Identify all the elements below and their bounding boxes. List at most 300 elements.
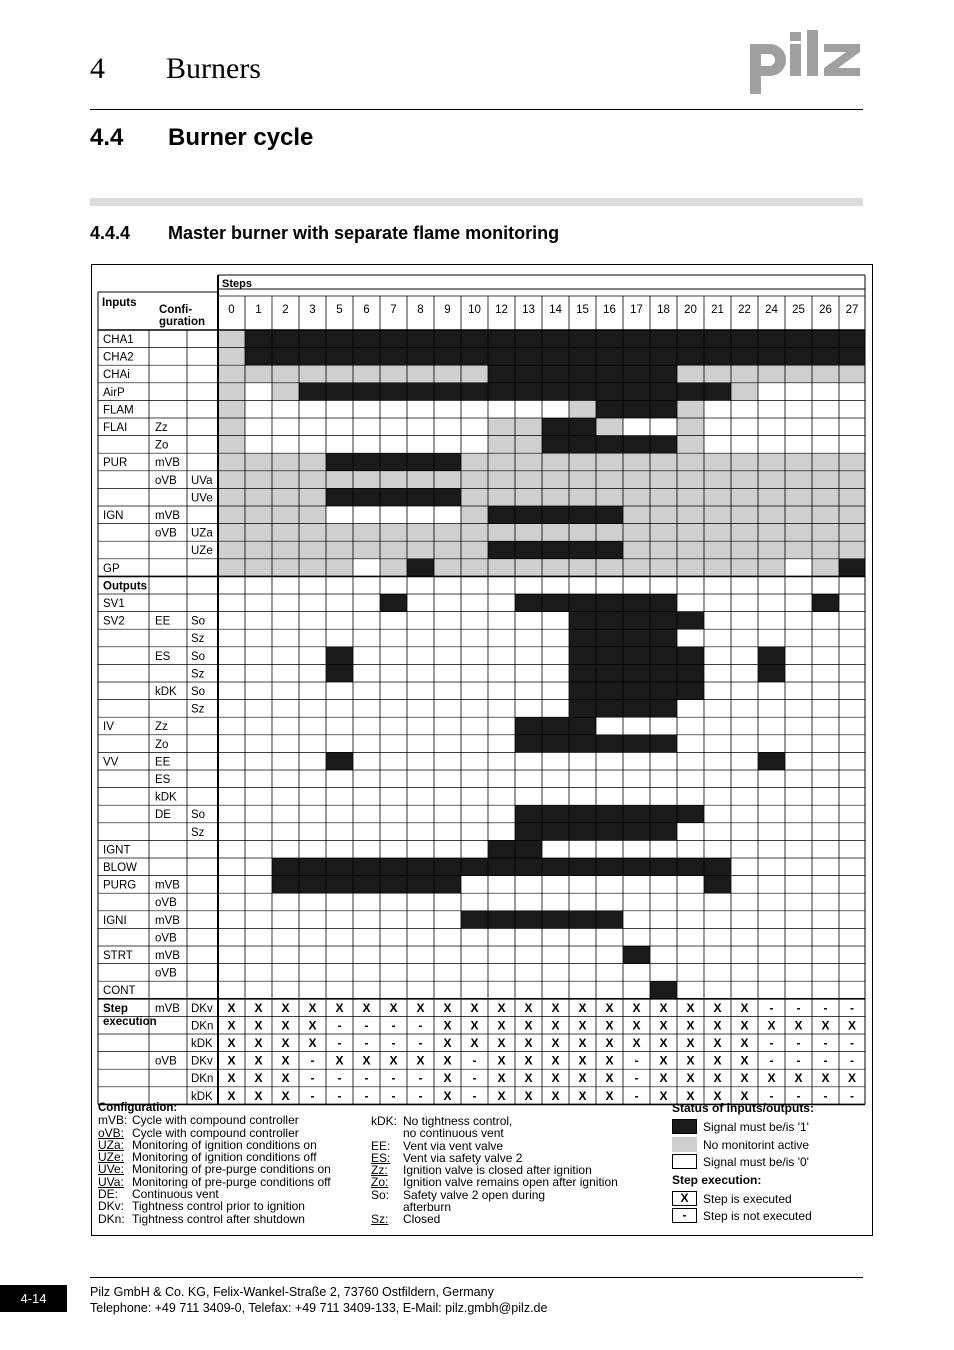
- state-cell: [569, 488, 596, 506]
- state-cell: [569, 981, 596, 999]
- state-cell: [299, 453, 326, 471]
- state-cell: [785, 594, 812, 612]
- state-cell: [785, 524, 812, 542]
- state-cell: [650, 823, 677, 841]
- exec-mark: X: [308, 1000, 317, 1015]
- state-cell: [461, 752, 488, 770]
- row-config-label: oVB: [155, 527, 177, 540]
- state-cell: [434, 664, 461, 682]
- state-cell: [650, 840, 677, 858]
- state-cell: [407, 788, 434, 806]
- state-cell: [758, 506, 785, 524]
- state-cell: [677, 858, 704, 876]
- exec-mark: -: [796, 1000, 801, 1015]
- state-cell: [434, 717, 461, 735]
- state-cell: [299, 488, 326, 506]
- state-cell: [758, 594, 785, 612]
- state-cell: [218, 840, 245, 858]
- row-subconfig-label: UZe: [191, 545, 213, 558]
- exec-mark: X: [605, 1036, 614, 1050]
- row-subconfig-label: kDK: [191, 1090, 213, 1103]
- exec-mark: X: [605, 1053, 614, 1068]
- state-cell: [407, 330, 434, 348]
- footer-rule: [90, 1277, 863, 1278]
- state-cell: [785, 682, 812, 700]
- state-cell: [758, 858, 785, 876]
- state-cell: [488, 717, 515, 735]
- state-cell: [758, 383, 785, 401]
- state-cell: [569, 735, 596, 753]
- state-cell: [272, 506, 299, 524]
- state-cell: [542, 735, 569, 753]
- state-cell: [785, 823, 812, 841]
- exec-mark: X: [497, 1036, 506, 1050]
- row-config-label: ES: [155, 774, 171, 786]
- state-cell: [542, 717, 569, 735]
- state-cell: [785, 717, 812, 735]
- state-cell: [812, 330, 839, 348]
- state-cell: [272, 330, 299, 348]
- state-cell: [326, 805, 353, 823]
- state-cell: [326, 400, 353, 418]
- state-cell: [569, 717, 596, 735]
- state-cell: [380, 946, 407, 964]
- state-cell: [245, 383, 272, 401]
- state-cell: [785, 453, 812, 471]
- state-cell: [623, 330, 650, 348]
- state-cell: [731, 752, 758, 770]
- state-cell: [515, 946, 542, 964]
- state-cell: [758, 488, 785, 506]
- config-legend-row: [371, 1213, 618, 1225]
- exec-mark: X: [659, 1071, 668, 1086]
- state-cell: [542, 981, 569, 999]
- state-cell: [839, 506, 865, 524]
- state-cell: [434, 330, 461, 348]
- state-cell: [380, 594, 407, 612]
- state-cell: [596, 647, 623, 665]
- state-cell: [839, 647, 865, 665]
- state-cell: [596, 453, 623, 471]
- row-subconfig-label: DKv: [191, 1055, 213, 1068]
- exec-mark: -: [337, 1018, 342, 1033]
- state-cell: [407, 893, 434, 911]
- state-cell: [596, 911, 623, 929]
- exec-mark: X: [659, 1018, 668, 1033]
- state-cell: [650, 682, 677, 700]
- state-cell: [785, 348, 812, 366]
- state-cell: [245, 524, 272, 542]
- state-cell: [461, 436, 488, 454]
- config-legend-value: no continuous vent: [403, 1126, 504, 1141]
- state-cell: [569, 664, 596, 682]
- state-cell: [515, 541, 542, 559]
- state-cell: [542, 805, 569, 823]
- outputs-label: Outputs: [103, 580, 148, 593]
- exec-mark: X: [416, 1053, 425, 1068]
- state-cell: [650, 647, 677, 665]
- state-cell: [596, 488, 623, 506]
- state-cell: [704, 682, 731, 700]
- state-cell: [677, 559, 704, 577]
- state-cell: [515, 488, 542, 506]
- state-cell: [272, 964, 299, 982]
- exec-mark: X: [470, 1036, 479, 1050]
- state-cell: [704, 418, 731, 436]
- state-cell: [326, 629, 353, 647]
- state-cell: [785, 365, 812, 383]
- exec-mark: X: [254, 1036, 263, 1050]
- state-cell: [326, 664, 353, 682]
- state-cell: [785, 752, 812, 770]
- state-cell: [569, 400, 596, 418]
- state-cell: [812, 436, 839, 454]
- state-cell: [488, 964, 515, 982]
- step-number: 20: [684, 304, 697, 316]
- state-cell: [623, 541, 650, 559]
- state-cell: [677, 664, 704, 682]
- config-legend-left: [98, 1102, 331, 1225]
- step-number: 10: [468, 304, 481, 316]
- state-cell: [812, 770, 839, 788]
- state-cell: [353, 664, 380, 682]
- state-cell: [785, 383, 812, 401]
- step-number: 25: [792, 304, 805, 316]
- state-cell: [677, 647, 704, 665]
- exec-mark: X: [659, 1000, 668, 1015]
- swatch-x: X: [672, 1191, 697, 1206]
- state-cell: [515, 471, 542, 489]
- state-cell: [731, 946, 758, 964]
- state-cell: [245, 893, 272, 911]
- state-cell: [812, 858, 839, 876]
- state-cell: [623, 893, 650, 911]
- config-legend-value: Vent via safety valve 2: [403, 1150, 523, 1165]
- state-cell: [596, 348, 623, 366]
- state-cell: [785, 629, 812, 647]
- state-cell: [461, 805, 488, 823]
- state-cell: [515, 436, 542, 454]
- state-cell: [245, 471, 272, 489]
- exec-mark: X: [847, 1018, 857, 1033]
- state-cell: [218, 629, 245, 647]
- exec-mark: -: [823, 1053, 828, 1068]
- state-cell: [326, 612, 353, 630]
- state-cell: [569, 876, 596, 894]
- state-cell: [515, 964, 542, 982]
- state-cell: [623, 840, 650, 858]
- state-cell: [434, 594, 461, 612]
- state-cell: [488, 664, 515, 682]
- state-cell: [434, 823, 461, 841]
- state-cell: [272, 664, 299, 682]
- state-cell: [677, 893, 704, 911]
- row-config-label: DE: [155, 809, 171, 822]
- exec-mark: X: [281, 1000, 290, 1015]
- state-cell: [488, 541, 515, 559]
- config-legend-value: Cycle with compound controller: [132, 1113, 299, 1128]
- state-cell: [380, 752, 407, 770]
- state-cell: [650, 700, 677, 718]
- state-cell: [731, 840, 758, 858]
- state-cell: [488, 488, 515, 506]
- state-cell: [731, 647, 758, 665]
- state-cell: [434, 788, 461, 806]
- state-cell: [569, 383, 596, 401]
- state-cell: [704, 559, 731, 577]
- state-cell: [299, 383, 326, 401]
- state-cell: [731, 664, 758, 682]
- state-cell: [488, 911, 515, 929]
- config-legend-right: [371, 1115, 618, 1226]
- state-cell: [785, 506, 812, 524]
- exec-mark: X: [281, 1088, 290, 1103]
- state-cell: [218, 928, 245, 946]
- state-cell: [839, 752, 865, 770]
- state-cell: [272, 559, 299, 577]
- state-cell: [515, 400, 542, 418]
- exec-mark: -: [364, 1088, 369, 1103]
- state-cell: [785, 612, 812, 630]
- state-cell: [488, 682, 515, 700]
- exec-mark: X: [740, 1071, 749, 1086]
- exec-mark: X: [686, 1018, 695, 1033]
- exec-mark: -: [337, 1088, 342, 1103]
- state-cell: [569, 700, 596, 718]
- state-cell: [353, 453, 380, 471]
- state-cell: [380, 559, 407, 577]
- state-cell: [623, 770, 650, 788]
- state-cell: [731, 365, 758, 383]
- state-cell: [218, 647, 245, 665]
- state-cell: [731, 788, 758, 806]
- state-cell: [353, 541, 380, 559]
- row-config-label: oVB: [155, 897, 177, 910]
- state-cell: [407, 911, 434, 929]
- state-cell: [839, 717, 865, 735]
- state-cell: [380, 928, 407, 946]
- state-cell: [488, 858, 515, 876]
- state-cell: [245, 348, 272, 366]
- state-cell: [245, 436, 272, 454]
- state-cell: [569, 629, 596, 647]
- state-cell: [326, 647, 353, 665]
- state-cell: [407, 664, 434, 682]
- row-subconfig-label: UVe: [191, 492, 213, 505]
- state-cell: [677, 823, 704, 841]
- state-cell: [812, 946, 839, 964]
- state-cell: [596, 893, 623, 911]
- state-cell: [434, 911, 461, 929]
- state-cell: [272, 717, 299, 735]
- state-cell: [299, 893, 326, 911]
- state-cell: [353, 823, 380, 841]
- state-cell: [326, 453, 353, 471]
- state-cell: [299, 735, 326, 753]
- state-cell: [515, 629, 542, 647]
- state-cell: [326, 506, 353, 524]
- state-cell: [812, 524, 839, 542]
- state-cell: [245, 664, 272, 682]
- state-cell: [623, 700, 650, 718]
- state-cell: [704, 823, 731, 841]
- state-cell: [218, 524, 245, 542]
- state-cell: [515, 418, 542, 436]
- state-cell: [731, 383, 758, 401]
- state-cell: [407, 858, 434, 876]
- exec-mark: X: [605, 1088, 614, 1103]
- state-cell: [434, 471, 461, 489]
- state-cell: [542, 524, 569, 542]
- state-cell: [407, 436, 434, 454]
- state-cell: [704, 524, 731, 542]
- state-cell: [704, 770, 731, 788]
- state-cell: [272, 488, 299, 506]
- exec-mark: X: [443, 1018, 452, 1033]
- state-cell: [326, 735, 353, 753]
- row-config-label: mVB: [155, 510, 180, 522]
- state-cell: [731, 330, 758, 348]
- state-cell: [272, 876, 299, 894]
- state-cell: [380, 348, 407, 366]
- state-cell: [515, 981, 542, 999]
- state-cell: [758, 946, 785, 964]
- exec-mark: X: [389, 1053, 398, 1068]
- state-cell: [218, 717, 245, 735]
- exec-mark: X: [254, 1018, 263, 1033]
- steps-label: Steps: [222, 278, 252, 290]
- exec-mark: X: [578, 1053, 587, 1068]
- state-cell: [461, 559, 488, 577]
- state-cell: [569, 647, 596, 665]
- state-cell: [515, 383, 542, 401]
- state-cell: [569, 594, 596, 612]
- row-config-label: Zo: [155, 439, 169, 452]
- state-cell: [542, 876, 569, 894]
- state-cell: [785, 418, 812, 436]
- state-cell: [839, 524, 865, 542]
- state-cell: [677, 752, 704, 770]
- exec-mark: X: [551, 1071, 560, 1086]
- state-cell: [596, 700, 623, 718]
- state-cell: [758, 840, 785, 858]
- state-cell: [326, 541, 353, 559]
- state-cell: [245, 629, 272, 647]
- state-cell: [731, 348, 758, 366]
- exec-mark: X: [659, 1036, 668, 1050]
- state-cell: [218, 911, 245, 929]
- state-cell: [542, 365, 569, 383]
- state-cell: [245, 488, 272, 506]
- state-cell: [704, 488, 731, 506]
- state-cell: [380, 876, 407, 894]
- state-cell: [785, 488, 812, 506]
- state-cell: [839, 770, 865, 788]
- state-cell: [839, 911, 865, 929]
- state-cell: [758, 541, 785, 559]
- state-cell: [380, 717, 407, 735]
- state-cell: [812, 348, 839, 366]
- state-cell: [299, 365, 326, 383]
- exec-mark: X: [416, 1000, 425, 1015]
- state-cell: [839, 330, 865, 348]
- state-cell: [515, 928, 542, 946]
- state-cell: [623, 524, 650, 542]
- state-cell: [596, 524, 623, 542]
- state-cell: [677, 717, 704, 735]
- state-cell: [461, 682, 488, 700]
- state-cell: [218, 770, 245, 788]
- state-cell: [623, 911, 650, 929]
- state-cell: [299, 559, 326, 577]
- config-legend-key: So:: [371, 1187, 390, 1202]
- state-cell: [299, 594, 326, 612]
- state-cell: [677, 928, 704, 946]
- step-exec-label: Step: [103, 1002, 128, 1015]
- row-signal-label: CHA2: [103, 351, 134, 364]
- state-cell: [758, 788, 785, 806]
- state-cell: [272, 981, 299, 999]
- state-cell: [839, 893, 865, 911]
- state-cell: [272, 471, 299, 489]
- state-cell: [677, 506, 704, 524]
- exec-mark: X: [551, 1053, 560, 1068]
- state-cell: [299, 682, 326, 700]
- state-cell: [704, 400, 731, 418]
- config-legend-value: Closed: [403, 1212, 441, 1227]
- config-legend-value: Monitoring of ignition conditions on: [132, 1137, 317, 1152]
- state-cell: [353, 770, 380, 788]
- state-cell: [407, 805, 434, 823]
- state-cell: [758, 876, 785, 894]
- state-cell: [245, 418, 272, 436]
- state-cell: [677, 735, 704, 753]
- state-cell: [650, 488, 677, 506]
- state-cell: [299, 541, 326, 559]
- state-cell: [515, 612, 542, 630]
- state-cell: [407, 418, 434, 436]
- state-cell: [380, 911, 407, 929]
- row-config-label: oVB: [155, 932, 177, 945]
- page-number: 4-14: [0, 1285, 67, 1312]
- state-cell: [461, 418, 488, 436]
- state-cell: [650, 594, 677, 612]
- state-cell: [299, 876, 326, 894]
- state-cell: [407, 770, 434, 788]
- state-cell: [677, 436, 704, 454]
- state-cell: [407, 981, 434, 999]
- state-cell: [434, 770, 461, 788]
- config-legend-key: Zo:: [371, 1175, 389, 1190]
- state-cell: [839, 488, 865, 506]
- state-cell: [839, 436, 865, 454]
- swatch-dash: -: [672, 1208, 697, 1223]
- state-cell: [434, 524, 461, 542]
- state-cell: [488, 612, 515, 630]
- state-cell: [650, 400, 677, 418]
- state-cell: [461, 823, 488, 841]
- state-cell: [785, 541, 812, 559]
- exec-mark: -: [337, 1071, 342, 1086]
- state-cell: [353, 612, 380, 630]
- state-cell: [515, 823, 542, 841]
- state-cell: [515, 682, 542, 700]
- state-cell: [839, 612, 865, 630]
- state-cell: [785, 330, 812, 348]
- state-cell: [623, 471, 650, 489]
- exec-mark: -: [418, 1036, 423, 1050]
- state-cell: [704, 981, 731, 999]
